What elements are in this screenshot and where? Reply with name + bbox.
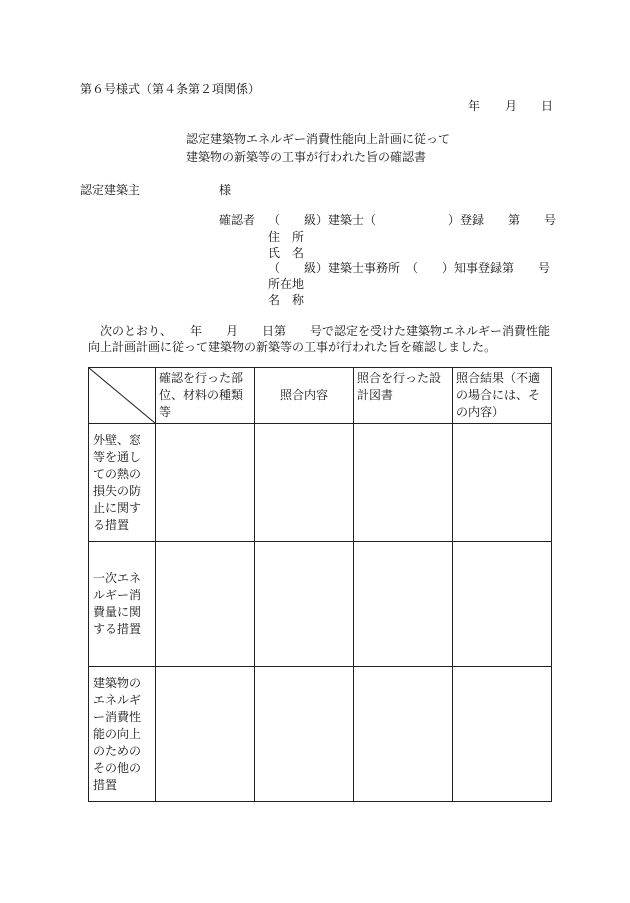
table-row [89,424,552,542]
title-line-2: 建築物の新築等の工事が行われた旨の確認書 [186,150,427,164]
header-check-result: 照合結果（不適の場合には、その内容） [453,368,552,424]
table-cell[interactable] [453,542,552,667]
title-line-1: 認定建築物エネルギー消費性能向上計画に従って [186,132,451,146]
table-row [89,542,552,667]
office-registration: （ 級）建築士事務所 （ ）知事登録第 号 [268,261,551,275]
confirmer-label: 確認者 [219,213,256,227]
addressee-honorific: 様 [219,183,232,197]
body-line-1: 次のとおり、 年 月 日第 号で認定を受けた建築物エネルギー消費性能 [100,324,551,338]
date-month: 月 [505,99,518,113]
table-cell[interactable] [453,667,552,802]
confirmer-address: 住 所 [268,230,305,244]
table-cell[interactable] [453,424,552,542]
row-label-primary-energy: 一次エネルギー消費量に関する措置 [89,542,156,667]
table-cell[interactable] [354,424,453,542]
office-name: 名 称 [268,293,305,307]
confirmer-name: 氏 名 [268,246,305,260]
header-design-documents: 照合を行った設計図書 [354,368,453,424]
table-cell[interactable] [255,424,354,542]
row-label-heat-loss: 外壁、窓等を通しての熱の損失の防止に関する措置 [89,424,156,542]
diagonal-corner-cell [89,368,156,424]
header-checked-part: 確認を行った部位、材料の種類等 [156,368,255,424]
date-day: 日 [541,99,554,113]
header-check-content: 照合内容 [255,368,354,424]
table-header-row [89,368,552,424]
table-cell[interactable] [255,542,354,667]
table-cell[interactable] [354,542,453,667]
form-number: 第６号様式（第４条第２項関係） [80,82,261,96]
confirmation-table [88,367,552,802]
table-cell[interactable] [156,424,255,542]
addressee-label: 認定建築主 [80,183,141,197]
row-label-other-measures: 建築物のエネルギー消費性能の向上のためのその他の措置 [89,667,156,802]
table-cell[interactable] [255,667,354,802]
table-cell[interactable] [354,667,453,802]
table-cell[interactable] [156,542,255,667]
table-row [89,667,552,802]
table-cell[interactable] [156,667,255,802]
confirmer-qualification: （ 級）建築士（ ）登録 第 号 [268,213,557,227]
office-location: 所在地 [268,277,305,291]
date-year: 年 [468,99,481,113]
body-line-2: 向上計画計画に従って建築物の新築等の工事が行われた旨を確認しました。 [88,340,497,354]
